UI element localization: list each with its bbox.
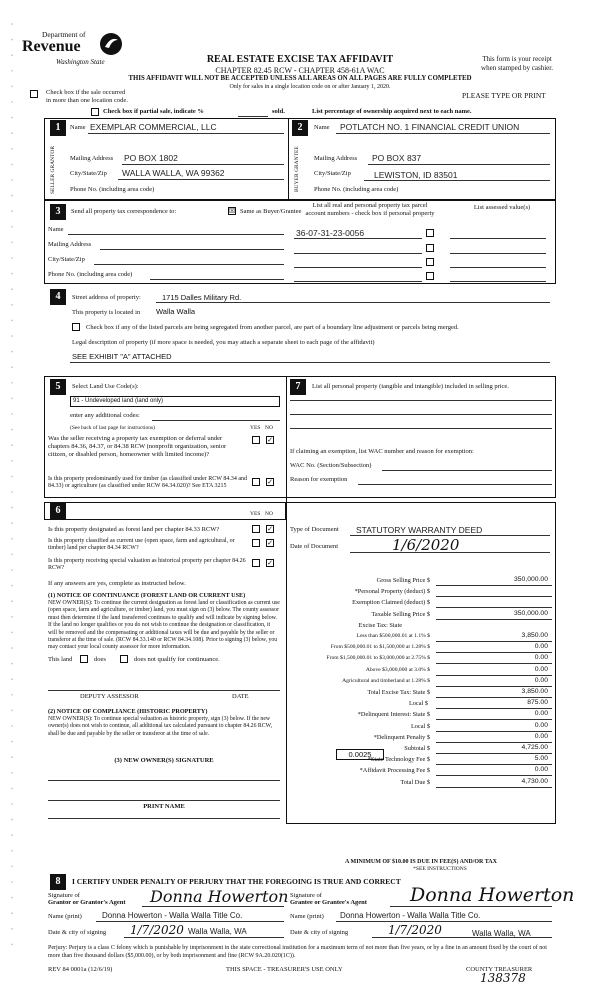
tax-row-value[interactable]: 4,725.00 [521,744,548,751]
tax-row-value[interactable]: 350,000.00 [513,576,548,583]
sec6-q2-no[interactable]: ✓ [267,539,273,547]
notice1-body: NEW OWNER(S): To continue the current designation as forest land or classification as current use (open space, farm and agriculture, or timber) land, you must sign on (3) below. The county assessor must then determine if the land transferred continues to qualify and will indicate by signing below. If the land no longer qualifies or you do not wish to continue the designation or classification, it will be removed and the compensating or additional taxes will be due and payable by the seller or transferor at the time of sale. (RCW 84.33.140 or RCW 84.34.108). Prior to signing (3) below, you may contact your local county assessor for more information. [48,600,280,651]
local-rate-box[interactable]: 0.0025 [336,749,384,760]
form-number: REV 84 0001a (12/6/19) [48,966,113,973]
assessed-line-3 [450,267,546,268]
tax-row-label: Local $ [410,722,430,730]
tax-row-value[interactable]: 0.00 [534,654,548,662]
seller-mailing-line [122,164,284,165]
tax-row-value[interactable]: 0.00 [534,721,548,729]
tax-row-line [436,697,552,698]
tax-row-line [436,619,552,620]
sec5-q1-no[interactable]: ✓ [267,436,273,444]
section-7-number: 7 [290,379,306,395]
tax-row-label: From $500,000.01 to $1,500,000 at 1.28% $ [330,644,430,651]
section-3-number: 3 [50,204,66,220]
sec6-q2: Is this property classified as current use (open space, farm and agricultural, or timber) land per chapter 84.34 RCW? [48,538,235,551]
parcel-header-2: account numbers - check box if personal property [305,210,435,217]
receipt-number: 138378 [480,971,526,984]
send-correspondence-label: Send all property tax correspondence to: [71,208,177,215]
sig-grantor-label-2: Grantor or Grantor's Agent [48,899,126,906]
buyer-mailing-label: Mailing Address [314,155,358,162]
partial-sale-checkbox[interactable] [91,108,99,116]
seller-name[interactable]: EXEMPLAR COMMERCIAL, LLC [90,122,217,132]
buyer-name[interactable]: POTLATCH NO. 1 FINANCIAL CREDIT UNION [340,122,520,132]
new-owner-sig-label: (3) NEW OWNER(S) SIGNATURE [114,757,214,764]
sig-grantor-label-1: Signature of [48,892,80,899]
tax-row-label: Taxable Selling Price $ [371,610,430,618]
land-does-not-checkbox[interactable] [120,655,128,663]
buyer-phone-label: Phone No. (including area code) [314,186,399,193]
parcel-line-3 [294,267,422,268]
tax-row-label: Above $3,000,000 at 3.0% $ [365,666,430,673]
parcel-1-personal-checkbox[interactable] [426,229,434,237]
tax-row-label: Excise Tax: State [358,621,402,629]
assessed-line-1 [450,238,546,239]
tax-row-line [436,787,552,788]
parcel-line-2 [294,253,422,254]
sec3-name-label: Name [48,226,64,233]
tax-row-line [436,596,552,597]
tax-row-value[interactable]: 350,000.00 [513,609,548,617]
segregated-checkbox[interactable] [72,323,80,331]
located-value[interactable]: Walla Walla [156,307,196,316]
tax-row-label: Less than $500,000.01 at 1.1% $ [356,633,430,639]
grantor-name[interactable]: Donna Howerton - Walla Walla Title Co. [102,911,243,920]
please-type-label: PLEASE TYPE OR PRINT [462,91,546,100]
tax-row-label: *Delinquent Interest: State $ [357,711,430,719]
reason-label: Reason for exemption [290,476,348,483]
perjury-notice: Perjury: Perjury is a class C felony which is punishable by imprisonment in the state correctional institution for a maximum term of not more than five years, or by a fine in an amount fixed by the court of not more than five thousand dollars ($5,000.00), or by both imprisonment and fine (RCW 9A.20.020(1C)). [48,945,547,959]
sec6-no-label: NO [265,511,273,517]
tax-row-label: Subtotal $ [404,745,430,752]
assessed-line-4 [450,281,546,282]
sec3-mailing-label: Mailing Address [48,241,92,248]
personal-property-label: List all personal property (tangible and intangible) included in selling price. [312,383,509,390]
treasurer-space: THIS SPACE - TREASURER'S USE ONLY [226,966,343,973]
grantor-date-line [124,937,284,938]
party-divider [288,118,289,200]
additional-codes-line [152,420,280,421]
grantee-name-line [336,921,552,922]
grantor-name-label: Name (print) [48,913,82,920]
sec5-q1-yes[interactable] [252,436,260,444]
deputy-line [48,690,280,691]
tax-row-label: Total Excise Tax: State $ [367,689,430,696]
form-chapters: CHAPTER 82.45 RCW - CHAPTER 458-61A WAC [215,66,385,75]
sec5-no-label: NO [265,425,273,431]
street-label: Street address of property: [72,294,141,301]
grantor-name-line [96,921,284,922]
parcel-line-1 [294,238,422,239]
multi-location-label: Check box if the sale occurred [46,89,126,96]
buyer-name-line [336,133,550,134]
section-1-number: 1 [50,120,66,136]
sec6-q3-no[interactable]: ✓ [267,559,273,567]
grantor-date[interactable]: 1/7/2020 [130,923,184,937]
receipt-note-1: This form is your receipt [482,55,552,63]
seller-side-label: SELLER GRANTOR [50,145,56,194]
personal-line-1 [290,400,552,401]
buyer-mailing-line [368,164,550,165]
form-title: REAL ESTATE EXCISE TAX AFFIDAVIT [206,54,394,65]
tax-row-value[interactable]: 0.00 [534,676,548,684]
landuse-value: 91 - Undeveloped land (land only) [73,398,164,404]
doc-date[interactable]: 1/6/2020 [392,536,460,554]
doc-date-line [350,552,550,553]
tax-row-label: *Personal Property (deduct) $ [354,588,430,596]
tax-row-label: *Affidavit Processing Fee $ [359,767,430,775]
land-does-checkbox[interactable] [80,655,88,663]
notice2-title: (2) NOTICE OF COMPLIANCE (HISTORIC PROPERTY) [48,708,208,715]
tax-row-line [436,753,552,754]
section-4-number: 4 [50,289,66,305]
multi-location-checkbox[interactable] [30,90,38,98]
dept-name: Revenue [22,38,81,55]
revenue-logo-mark [98,32,124,56]
tax-row-label: Total Due $ [400,778,430,786]
tax-row-label: Gross Selling Price $ [376,577,430,584]
this-land-label: This land [48,656,73,663]
sec6-q1-yes[interactable] [252,525,260,533]
new-owner-sig-line [48,780,280,781]
tax-row-value[interactable]: 0.00 [534,643,548,651]
grantee-signature: Donna Howerton [410,884,575,906]
grantee-date-label: Date & city of signing [290,929,349,936]
sec6-q1-no[interactable]: ✓ [267,525,273,533]
reason-line [358,484,552,485]
parcel-header-1: List all real and personal property tax parcel [312,202,428,209]
print-name-line [48,800,280,801]
doc-type-label: Type of Document [290,526,339,533]
sec5-q2: Is this property predominantly used for timber (as classified under RCW 84.34 and 84.33) or agriculture (as classified under RCW 84.34.020)? See ETA 3215 [48,476,248,489]
certify-text: I CERTIFY UNDER PENALTY OF PERJURY THAT THE FOREGOING IS TRUE AND CORRECT [72,877,401,886]
landuse-select[interactable] [70,396,280,407]
deputy-label: DEPUTY ASSESSOR [80,693,139,700]
section-8-number: 8 [50,874,66,890]
print-name-label: PRINT NAME [143,803,185,810]
wac-line [382,470,552,471]
grantee-date[interactable]: 1/7/2020 [388,923,442,937]
section-2-number: 2 [292,120,308,136]
grantor-city[interactable]: Walla Walla, WA [188,927,247,936]
deputy-date-label: DATE [232,693,249,700]
sig-grantee-label-1: Signature of [290,892,322,899]
tax-row-value[interactable]: 0.00 [534,665,548,673]
seller-city-label: City/State/Zip [70,170,107,177]
buyer-city[interactable]: LEWISTON, ID 83501 [374,170,458,180]
parcel-3-personal-checkbox[interactable] [426,258,434,266]
seller-name-line [88,133,284,134]
grantee-name[interactable]: Donna Howerton - Walla Walla Title Co. [340,911,481,920]
tax-row-line [436,607,552,608]
tax-row-line [436,686,552,687]
sec3-phone-label: Phone No. (including area code) [48,271,133,278]
sec6-q3-yes[interactable] [252,559,260,567]
state-label: Washington State [56,58,105,66]
tax-row-line [436,742,552,743]
sec3-name-line [68,234,284,235]
tax-row-line [436,708,552,709]
warning-text: THIS AFFIDAVIT WILL NOT BE ACCEPTED UNLESS ALL AREAS ON ALL PAGES ARE FULLY COMPLETED [128,75,472,82]
grantee-sig-line [390,906,552,907]
tax-row-line [436,585,552,586]
legal-label: Legal description of property (if more space is needed, you may attach a separate sheet to each page of the affidavit) [72,339,375,346]
tax-row-line [436,641,552,642]
tax-row-line [436,675,552,676]
seller-mailing[interactable]: PO BOX 1802 [124,153,178,163]
tax-row-line [436,719,552,720]
street-line [156,302,550,303]
tax-row-line [436,652,552,653]
tax-row-value[interactable]: 0.00 [534,710,548,718]
does-not-label: does not qualify for continuance. [134,656,220,663]
doc-date-label: Date of Document [290,543,339,550]
single-location-note: Only for sales in a single location code on or after January 1, 2020. [229,84,391,90]
print-name-line-2 [48,818,280,819]
tax-row-label: Exemption Claimed (deduct) $ [352,599,430,607]
revenue-logo [22,30,132,75]
assessed-header: List assessed value(s) [473,204,531,211]
section-6-number: 6 [50,503,66,519]
tax-row-value[interactable]: 4,730.00 [521,777,548,785]
tax-row-value[interactable]: 3,850.00 [521,632,548,639]
grantee-city[interactable]: Walla Walla, WA [472,929,531,938]
sec3-city-line [94,264,284,265]
tax-row-line [436,731,552,732]
tax-row-value[interactable]: 0.00 [534,766,548,774]
additional-codes-label: enter any additional codes: [70,412,140,419]
tax-row-label: From $1,500,000.01 to $3,000,000 at 2.75% $ [326,655,430,662]
minimum-note: A MINIMUM OF $10.00 IS DUE IN FEE(S) AND/OR TAX [345,859,497,865]
tax-row-label: *State Technology Fee $ [367,756,430,764]
sec5-q1: Was the seller receiving a property tax exemption or deferral under chapters 84.36, 84.37, or 84.38 RCW (nonprofit organization, senior citizen, or disabled person, homeowner with limited income)? [48,435,227,458]
grantee-name-label: Name (print) [290,913,324,920]
personal-line-3 [290,428,552,429]
see-instructions: *SEE INSTRUCTIONS [413,866,467,872]
tax-row-label: Agricultural and timberland at 1.28% $ [342,677,430,684]
wac-label: WAC No. (Section/Subsection) [290,462,372,469]
buyer-side-label: BUYER GRANTEE [294,146,300,193]
grantor-sig-line [142,906,284,907]
partial-percent-line [238,116,268,117]
seller-city[interactable]: WALLA WALLA, WA 99362 [122,168,225,178]
exemption-label: If claiming an exemption, list WAC number and reason for exemption: [290,448,474,455]
sec5-q2-no[interactable]: ✓ [267,478,273,486]
buyer-name-label: Name [314,124,330,131]
dept-label: Department of [42,30,86,39]
segregated-label: Check box if any of the listed parcels are being segregated from another parcel, are part of a boundary line adjustment or parcels being merged. [86,324,459,331]
tax-row-label: Local $ [408,700,428,708]
grantee-date-line [372,937,552,938]
does-label: does [94,656,106,663]
county-treasurer: COUNTY TREASURER [466,966,533,973]
parcel-line-4 [294,281,422,282]
seller-mailing-label: Mailing Address [70,155,114,162]
assessed-line-2 [450,253,546,254]
receipt-note-2: when stamped by cashier. [481,64,553,72]
seller-phone-label: Phone No. (including area code) [70,186,155,193]
buyer-city-label: City/State/Zip [314,170,351,177]
personal-line-2 [290,414,552,415]
sec5-yes-label: YES [250,425,261,431]
section-5-number: 5 [50,379,66,395]
sec3-city-label: City/State/Zip [48,256,85,263]
grantor-signature: Donna Howerton [150,887,289,906]
tax-row-line [436,764,552,765]
multi-location-label-2: in more than one location code. [46,97,128,104]
sec6-q3: Is this property receiving special valuation as historical property per chapter 84.26 RCW? [48,558,246,571]
sec3-phone-line [150,279,284,280]
sec3-mailing-line [100,249,284,250]
seller-city-line [118,179,284,180]
partial-sale-label: Check box if partial sale, indicate % [103,108,204,115]
legal-line-1 [70,362,550,363]
notice2-body: NEW OWNER(S): To continue special valuation as historic property, sign (3) below. If the new owner(s) does not wish to continue, all additional tax calculated pursuant to chapter 84.26 RCW, shall be due and payable by the seller or transferor at the time of sale. [48,716,273,737]
doc-type[interactable]: STATUTORY WARRANTY DEED [356,525,483,535]
located-label: This property is located in [72,309,141,316]
buyer-city-line [364,180,550,181]
parcel-number[interactable]: 36-07-31-23-0056 [296,228,365,238]
see-back-note: (See back of last page for instructions) [70,425,155,431]
same-as-buyer-label: Same as Buyer/Grantee [240,208,302,215]
margin-dots [10,20,14,970]
sec6-any-yes: If any answers are yes, complete as instructed below. [48,580,186,587]
sec6-q1: Is this property designated as forest land per chapter 84.33 RCW? [48,526,220,533]
tax-row-value[interactable]: 0.00 [534,732,548,740]
sec6-q2-yes[interactable] [252,539,260,547]
tax-row-value[interactable]: 5.00 [534,755,548,763]
sec5-q2-yes[interactable] [252,478,260,486]
tax-row-line [436,663,552,664]
seller-name-label: Name [70,124,86,131]
tax-row-line [436,775,552,776]
same-as-buyer-checkbox[interactable]: ☒ [229,207,236,215]
legal-description[interactable]: SEE EXHIBIT "A" ATTACHED [72,352,172,361]
sold-label: sold. [272,108,285,115]
tax-row-label: *Delinquent Penalty $ [373,733,430,741]
parcel-4-personal-checkbox[interactable] [426,272,434,280]
ownership-label: List percentage of ownership acquired next to each name. [312,108,472,115]
tax-row-value[interactable]: 3,850.00 [521,688,548,695]
grantor-date-label: Date & city of signing [48,929,107,936]
sec6-yes-label: YES [250,511,261,517]
sig-grantee-label-2: Grantee or Grantee's Agent [290,899,367,906]
buyer-mailing[interactable]: PO BOX 837 [372,153,422,163]
landuse-label: Select Land Use Code(s): [72,383,139,390]
street-address[interactable]: 1715 Dalles Military Rd. [162,293,242,302]
tax-row-value[interactable]: 875.00 [527,699,548,707]
parcel-2-personal-checkbox[interactable] [426,244,434,252]
notice1-title: (1) NOTICE OF CONTINUANCE (FOREST LAND OR CURRENT USE) [48,592,246,599]
